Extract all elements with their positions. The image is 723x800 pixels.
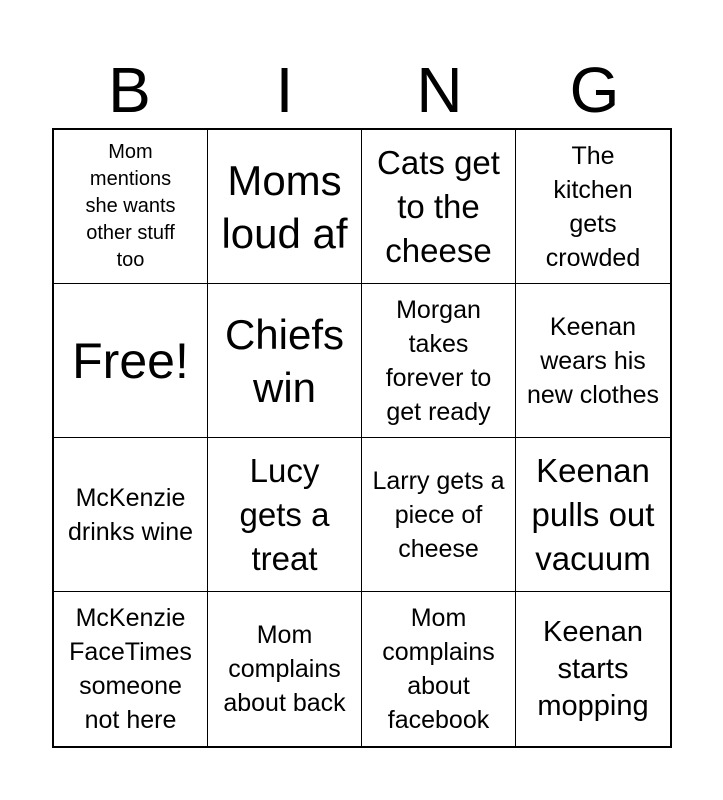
bingo-cell[interactable] bbox=[208, 592, 362, 746]
bingo-cell[interactable] bbox=[208, 438, 362, 592]
bingo-header bbox=[52, 52, 672, 128]
bingo-cell[interactable] bbox=[516, 438, 670, 592]
bingo-cell[interactable] bbox=[516, 592, 670, 746]
header-letter-g: G bbox=[569, 54, 620, 126]
bingo-cell-text: Keenan pulls out vacuum bbox=[531, 451, 655, 577]
bingo-cell-text: Chiefs win bbox=[224, 310, 345, 411]
header-letter-b: B bbox=[108, 54, 151, 126]
bingo-cell[interactable] bbox=[516, 284, 670, 438]
bingo-cell-text: Lucy gets a treat bbox=[239, 451, 330, 577]
bingo-cell-text: Mom complains about facebook bbox=[382, 604, 495, 734]
bingo-cell-text: Larry gets a piece of cheese bbox=[372, 466, 505, 563]
bingo-cell[interactable] bbox=[362, 284, 516, 438]
bingo-cell[interactable] bbox=[208, 284, 362, 438]
bingo-cell-text: McKenzie FaceTimes someone not here bbox=[69, 604, 192, 734]
bingo-cell-text: Keenan starts mopping bbox=[537, 615, 649, 722]
bingo-card-grid bbox=[52, 128, 672, 748]
bingo-cell-text: The kitchen gets crowded bbox=[545, 141, 641, 272]
header-letter-n: N bbox=[416, 54, 463, 126]
bingo-cell[interactable] bbox=[362, 592, 516, 746]
bingo-cell[interactable] bbox=[54, 592, 208, 746]
bingo-cell[interactable] bbox=[362, 130, 516, 284]
free-space-text: Free! bbox=[72, 332, 189, 389]
bingo-cell-text: Moms loud af bbox=[221, 156, 348, 257]
bingo-cell-text: Mom mentions she wants other stuff too bbox=[85, 141, 176, 271]
bingo-cell-text: McKenzie drinks wine bbox=[67, 483, 194, 546]
bingo-cell[interactable] bbox=[208, 130, 362, 284]
bingo-cell[interactable] bbox=[516, 130, 670, 284]
bingo-cell[interactable] bbox=[54, 130, 208, 284]
bingo-cell[interactable] bbox=[362, 438, 516, 592]
bingo-cell[interactable] bbox=[54, 438, 208, 592]
bingo-cell-text: Mom complains about back bbox=[223, 621, 346, 717]
bingo-cell-text: Morgan takes forever to get ready bbox=[385, 295, 492, 426]
header-letter-i: I bbox=[275, 54, 294, 126]
bingo-cell-text: Keenan wears his new clothes bbox=[526, 312, 660, 409]
bingo-cell-text: Cats get to the cheese bbox=[377, 143, 500, 269]
bingo-cell-free[interactable] bbox=[54, 284, 208, 438]
